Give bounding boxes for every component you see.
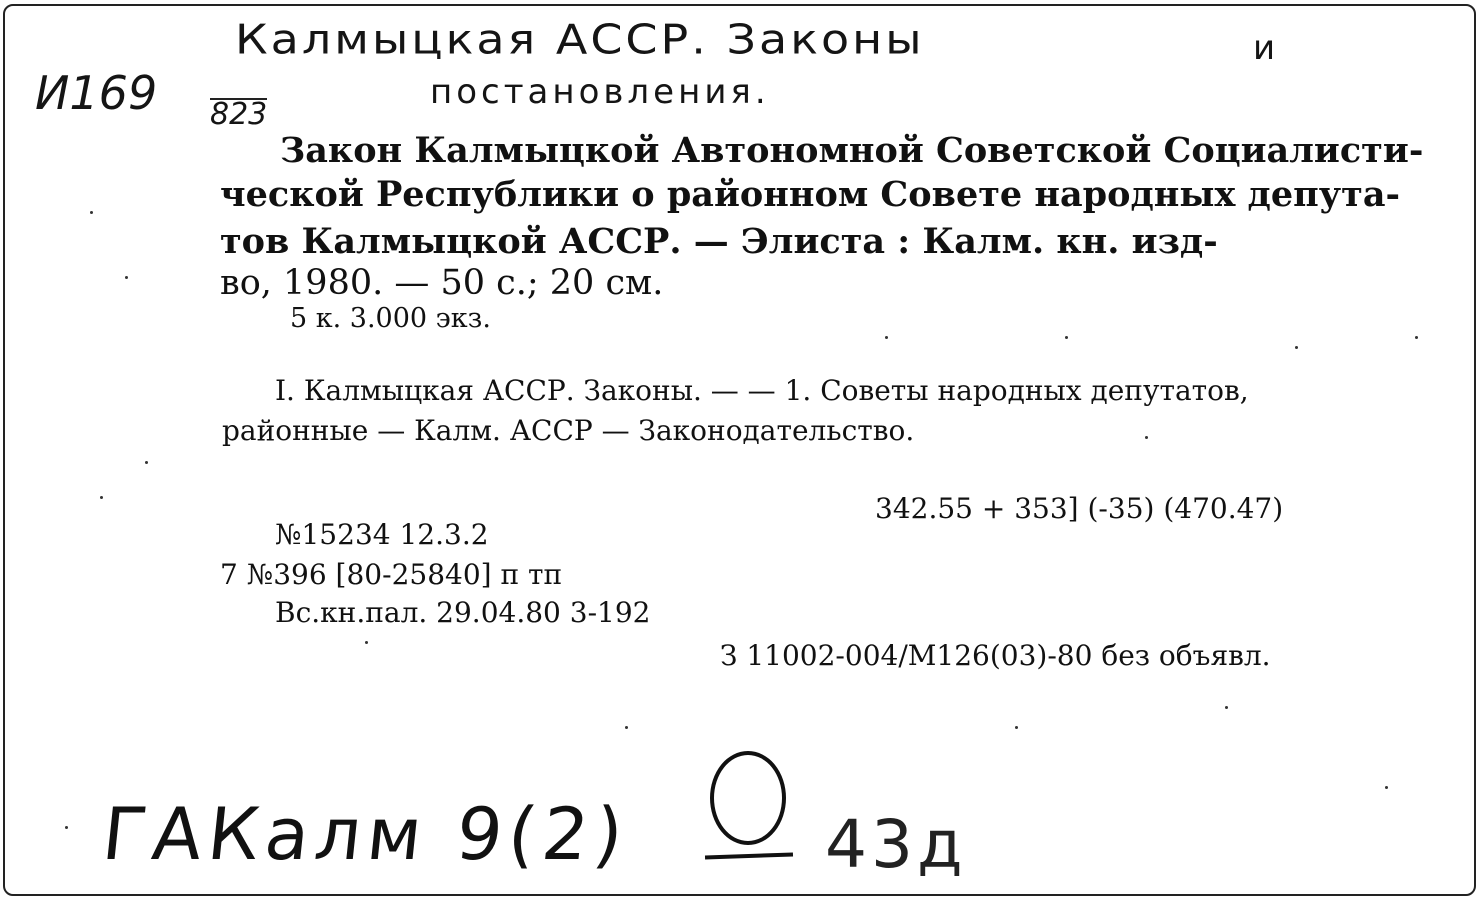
speck [65,826,68,829]
handwritten-heading-line1: Калмыцкая АССР. Законы [235,14,925,64]
record-number-line-1: №15234 12.3.2 [275,518,489,551]
speck [125,276,128,279]
handwritten-shelf-mark-sub: 823 [210,97,268,132]
speck [90,211,93,214]
price-and-copies: 5 к. 3.000 экз. [290,303,491,334]
subject-heading-line-1: I. Калмыцкая АССР. Законы. — — 1. Советы народных депутатов, [275,374,1249,407]
speck [1015,726,1018,729]
handwritten-heading-line2: постановления. [430,72,770,112]
publication-code: З 11002-004/М126(03)-80 без объявл. [720,639,1271,672]
handwritten-archive-code: ГАКалм 9(2) [98,792,633,876]
handwritten-zero-mark [710,751,786,845]
handwritten-shelf-mark: И169 [35,66,158,120]
description-line-4: во, 1980. — 50 с.; 20 см. [220,263,664,303]
speck [365,641,368,644]
catalog-card [3,4,1476,896]
description-line-3: тов Калмыцкой АССР. — Элиста : Калм. кн. изд- [220,221,1218,262]
speck [1145,436,1148,439]
speck [885,336,888,339]
classification-index: 342.55 + 353] (-35) (470.47) [875,492,1284,525]
speck [1385,786,1388,789]
subject-heading-line-2: районные — Калм. АССР — Законодательство. [222,414,915,447]
description-line-2: ческой Республики о районном Совете народных депута- [220,174,1401,215]
speck [1415,336,1418,339]
handwritten-number: 43д [825,806,967,883]
speck [1225,706,1228,709]
handwritten-heading-conjunction: и [1253,28,1276,68]
record-number-line-3: Вс.кн.пал. 29.04.80 3-192 [275,596,651,629]
speck [625,726,628,729]
handwritten-underline [705,852,793,859]
description-line-1: Закон Калмыцкой Автономной Советской Социалисти- [280,130,1424,171]
speck [1295,346,1298,349]
speck [1065,336,1068,339]
speck [100,496,103,499]
speck [145,461,148,464]
record-number-line-2: 7 №396 [80-25840] п тп [220,558,563,591]
